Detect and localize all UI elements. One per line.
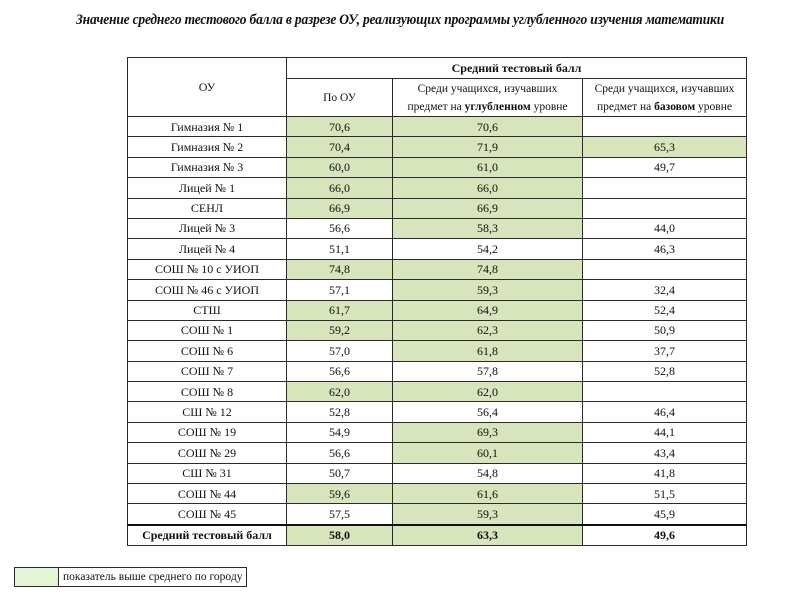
- cell-advanced: 66,9: [393, 198, 583, 218]
- cell-ou-name: СОШ № 7: [128, 361, 287, 381]
- cell-advanced: 58,3: [393, 218, 583, 238]
- cell-by-ou: 74,8: [287, 259, 393, 279]
- cell-advanced: 61,6: [393, 484, 583, 504]
- cell-ou-name: СОШ № 45: [128, 504, 287, 525]
- cell-basic: 51,5: [583, 484, 747, 504]
- cell-by-ou: 52,8: [287, 402, 393, 422]
- cell-by-ou: 54,9: [287, 422, 393, 442]
- cell-ou-name: Гимназия № 2: [128, 137, 287, 157]
- table-row-total: [128, 525, 747, 546]
- header-by-ou: По ОУ: [287, 79, 393, 117]
- cell-total-basic: 49,6: [583, 525, 747, 546]
- cell-basic: 44,1: [583, 422, 747, 442]
- cell-basic: 41,8: [583, 463, 747, 483]
- header-advanced: [393, 79, 583, 117]
- table-row: [128, 259, 747, 279]
- table-row: [128, 443, 747, 463]
- cell-by-ou: 66,9: [287, 198, 393, 218]
- table-row: [128, 239, 747, 259]
- cell-ou-name: Гимназия № 1: [128, 117, 287, 137]
- cell-by-ou: 70,4: [287, 137, 393, 157]
- cell-basic: 45,9: [583, 504, 747, 525]
- cell-total-advanced: 63,3: [393, 525, 583, 546]
- cell-basic: 46,4: [583, 402, 747, 422]
- cell-by-ou: 56,6: [287, 443, 393, 463]
- cell-basic: [583, 382, 747, 402]
- table-row: [128, 320, 747, 340]
- header-advanced-pre: предмет на: [407, 100, 465, 113]
- cell-advanced: 54,8: [393, 463, 583, 483]
- table-row: [128, 137, 747, 157]
- cell-advanced: 57,8: [393, 361, 583, 381]
- cell-advanced: 64,9: [393, 300, 583, 320]
- cell-ou-name: СОШ № 1: [128, 320, 287, 340]
- header-advanced-bold: углубленном: [464, 100, 531, 113]
- cell-basic: 43,4: [583, 443, 747, 463]
- legend-swatch: [15, 568, 59, 587]
- cell-advanced: 59,3: [393, 280, 583, 300]
- cell-ou-name: Лицей № 4: [128, 239, 287, 259]
- cell-basic: 37,7: [583, 341, 747, 361]
- cell-advanced: 69,3: [393, 422, 583, 442]
- table-row: [128, 463, 747, 483]
- cell-advanced: 62,0: [393, 382, 583, 402]
- cell-advanced: 59,3: [393, 504, 583, 525]
- cell-advanced: 71,9: [393, 137, 583, 157]
- cell-advanced: 60,1: [393, 443, 583, 463]
- cell-total-label: Средний тестовый балл: [128, 525, 287, 546]
- header-basic-post: уровне: [695, 100, 732, 113]
- table-row: [128, 157, 747, 177]
- table-body: [128, 117, 747, 546]
- cell-advanced: 61,8: [393, 341, 583, 361]
- cell-basic: 50,9: [583, 320, 747, 340]
- page-title: Значение среднего тестового балла в разрезе ОУ, реализующих программы углубленного изучения математики: [75, 12, 725, 28]
- cell-ou-name: Гимназия № 3: [128, 157, 287, 177]
- cell-ou-name: СОШ № 19: [128, 422, 287, 442]
- cell-basic: 32,4: [583, 280, 747, 300]
- cell-total-by-ou: 58,0: [287, 525, 393, 546]
- cell-ou-name: СШ № 12: [128, 402, 287, 422]
- table-row: [128, 484, 747, 504]
- header-basic-line1: Среди учащихся, изучавших: [594, 82, 735, 95]
- table-row: [128, 341, 747, 361]
- cell-basic: 44,0: [583, 218, 747, 238]
- cell-by-ou: 70,6: [287, 117, 393, 137]
- cell-ou-name: СОШ № 44: [128, 484, 287, 504]
- cell-advanced: 56,4: [393, 402, 583, 422]
- cell-by-ou: 62,0: [287, 382, 393, 402]
- cell-ou-name: СТШ: [128, 300, 287, 320]
- cell-basic: 52,8: [583, 361, 747, 381]
- header-ou: ОУ: [128, 58, 287, 117]
- cell-by-ou: 60,0: [287, 157, 393, 177]
- cell-advanced: 62,3: [393, 320, 583, 340]
- table-row: [128, 198, 747, 218]
- cell-by-ou: 59,2: [287, 320, 393, 340]
- cell-basic: [583, 198, 747, 218]
- cell-by-ou: 61,7: [287, 300, 393, 320]
- cell-basic: 52,4: [583, 300, 747, 320]
- table-row: [128, 361, 747, 381]
- cell-by-ou: 51,1: [287, 239, 393, 259]
- table-row: [128, 218, 747, 238]
- cell-by-ou: 57,0: [287, 341, 393, 361]
- cell-by-ou: 57,5: [287, 504, 393, 525]
- cell-advanced: 70,6: [393, 117, 583, 137]
- header-basic-bold: базовом: [654, 100, 696, 113]
- legend: [14, 567, 247, 587]
- header-group: Средний тестовый балл: [287, 58, 747, 79]
- cell-ou-name: СОШ № 29: [128, 443, 287, 463]
- table-row: [128, 280, 747, 300]
- cell-advanced: 74,8: [393, 259, 583, 279]
- cell-by-ou: 56,6: [287, 361, 393, 381]
- header-basic: [583, 79, 747, 117]
- cell-basic: [583, 178, 747, 198]
- cell-advanced: 54,2: [393, 239, 583, 259]
- cell-ou-name: СЕНЛ: [128, 198, 287, 218]
- table-row: [128, 178, 747, 198]
- table-row: [128, 382, 747, 402]
- header-advanced-post: уровне: [530, 100, 568, 113]
- cell-by-ou: 66,0: [287, 178, 393, 198]
- cell-advanced: 61,0: [393, 157, 583, 177]
- header-basic-pre: предмет на: [597, 100, 655, 113]
- table-row: [128, 402, 747, 422]
- cell-ou-name: СШ № 31: [128, 463, 287, 483]
- cell-basic: 65,3: [583, 137, 747, 157]
- cell-by-ou: 56,6: [287, 218, 393, 238]
- cell-advanced: 66,0: [393, 178, 583, 198]
- table-row: [128, 422, 747, 442]
- scores-table: [127, 57, 747, 546]
- cell-ou-name: СОШ № 8: [128, 382, 287, 402]
- header-advanced-line1: Среди учащихся, изучавших: [417, 82, 558, 95]
- cell-ou-name: СОШ № 46 с УИОП: [128, 280, 287, 300]
- cell-by-ou: 57,1: [287, 280, 393, 300]
- cell-ou-name: Лицей № 1: [128, 178, 287, 198]
- cell-ou-name: Лицей № 3: [128, 218, 287, 238]
- cell-by-ou: 50,7: [287, 463, 393, 483]
- cell-by-ou: 59,6: [287, 484, 393, 504]
- cell-basic: [583, 117, 747, 137]
- table-row: [128, 117, 747, 137]
- cell-basic: [583, 259, 747, 279]
- table-row: [128, 504, 747, 525]
- cell-basic: 49,7: [583, 157, 747, 177]
- cell-ou-name: СОШ № 10 с УИОП: [128, 259, 287, 279]
- legend-label: показатель выше среднего по городу: [59, 568, 247, 587]
- cell-ou-name: СОШ № 6: [128, 341, 287, 361]
- cell-basic: 46,3: [583, 239, 747, 259]
- table-row: [128, 300, 747, 320]
